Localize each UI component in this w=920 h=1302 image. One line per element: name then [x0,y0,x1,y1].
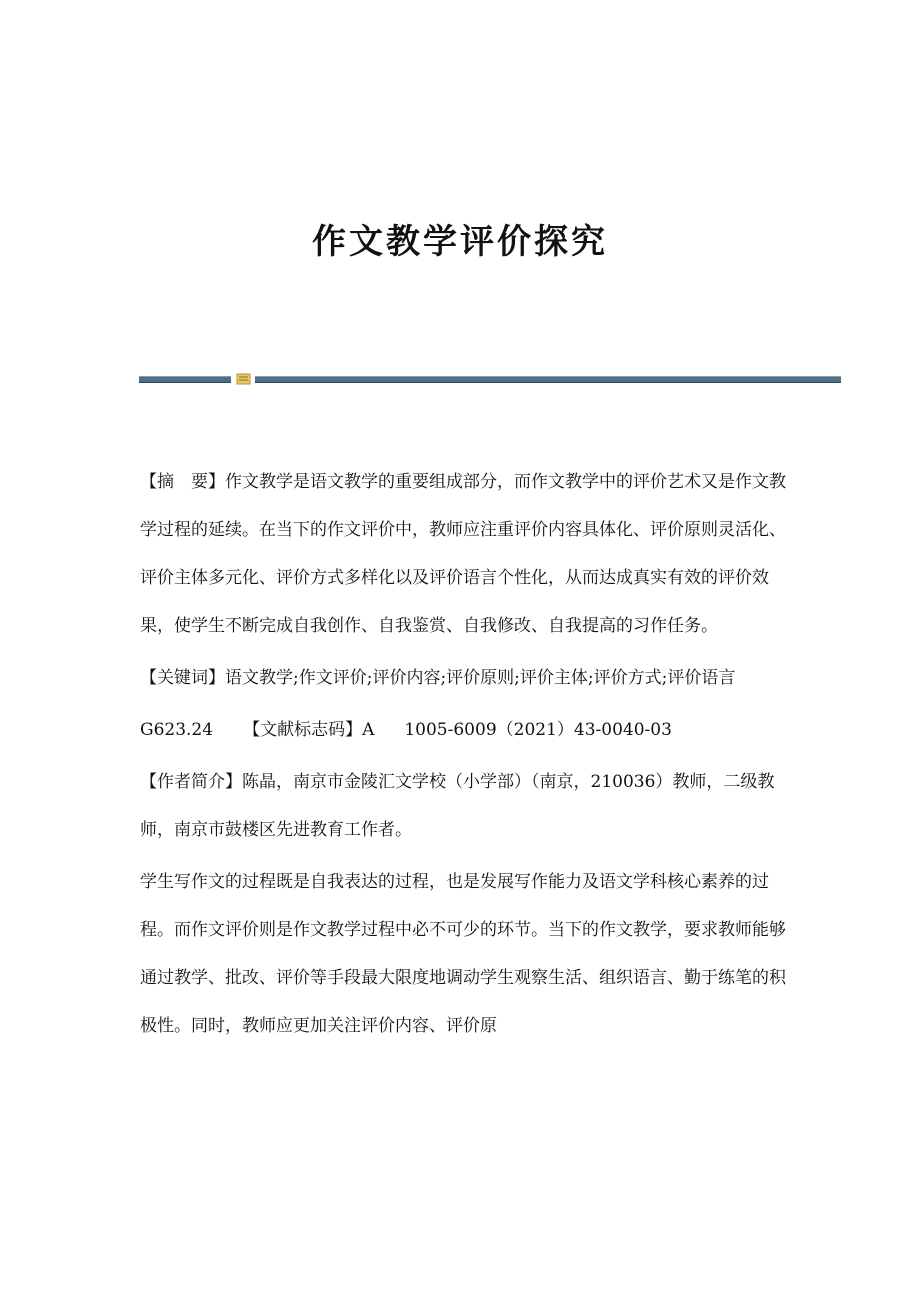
abstract-text: 作文教学是语文教学的重要组成部分，而作文教学中的评价艺术又是作文教学过程的延续。在当下的作文评价中，教师应注重评价内容具体化、评价原则灵活化、评价主体多元化、评价方式多样化以及评价语言个性化，从而达成真实有效的评价效果，使学生不断完成自我创作、自我鉴赏、自我修改、自我提高的习作任务。 [140,472,786,636]
author-paragraph [140,758,790,854]
keywords-label: 【关键词】 [140,668,225,688]
page-title: 作文教学评价探究 [312,222,608,262]
doc-code-label: 【文献标志码】 [243,720,363,740]
abstract-paragraph [140,458,790,650]
keywords-text: 语文教学;作文评价;评价内容;评价原则;评价主体;评价方式;评价语言 [225,668,736,688]
classification-line [140,706,790,754]
clc-number: G623.24 [140,720,214,740]
doc-code: A [362,720,375,740]
abstract-label: 【摘 要】 [140,472,225,492]
article-number: 1005-6009（2021）43-0040-03 [404,720,672,740]
keywords-paragraph [140,654,790,702]
author-text: 陈晶，南京市金陵汇文学校（小学部）（南京，210036）教师，二级教师，南京市鼓楼区先进教育工作者。 [140,772,775,840]
author-label: 【作者简介】 [140,772,242,792]
divider-bar-right [255,376,841,383]
article-content [140,458,790,1054]
divider-ornament-icon [236,372,251,386]
body-paragraph: 学生写作文的过程既是自我表达的过程，也是发展写作能力及语文学科核心素养的过程。而作文评价则是作文教学过程中必不可少的环节。当下的作文教学，要求教师能够通过教学、批改、评价等手段最大限度地调动学生观察生活、组织语言、勤于练笔的积极性。同时，教师应更加关注评价内容、评价原 [140,872,786,1036]
divider-bar-left [139,376,231,383]
title-divider [139,372,841,386]
